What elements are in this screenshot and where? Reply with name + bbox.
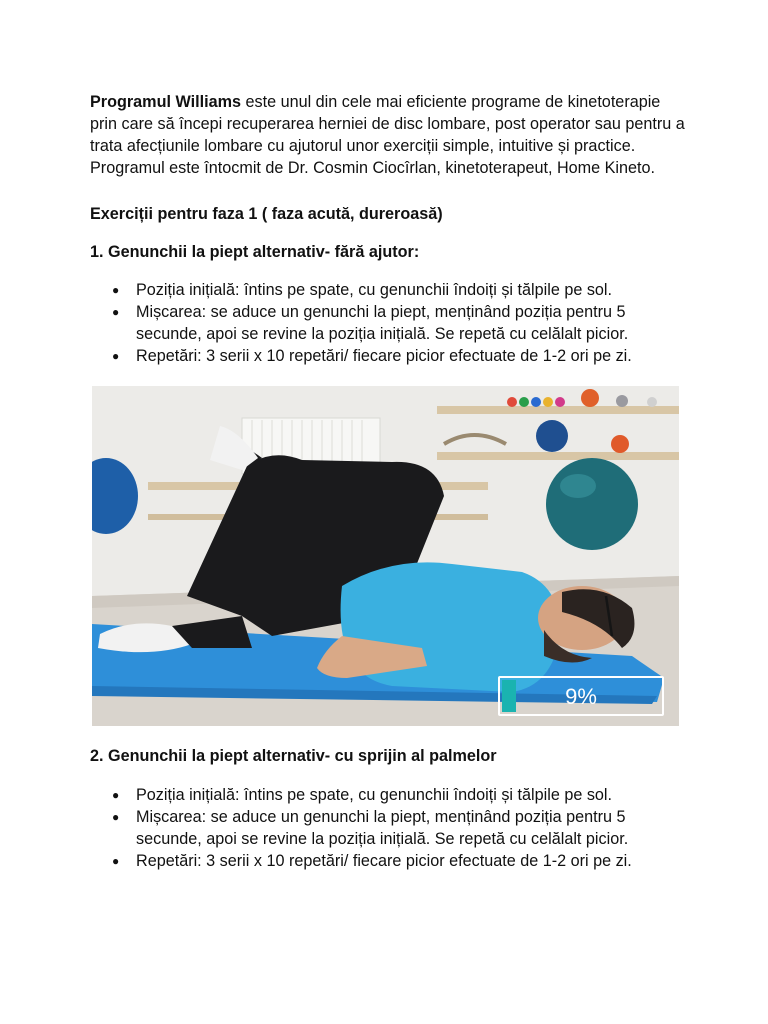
program-name: Programul Williams <box>90 93 241 111</box>
list-item: ● Mișcarea: se aduce un genunchi la piept, menținând poziția pentru 5 secunde, apoi se revine la poziția inițială. Se repetă cu celălalt picior. <box>90 301 680 345</box>
list-item: ● Repetări: 3 serii x 10 repetări/ fiecare picior efectuate de 1-2 ori pe zi. <box>90 850 680 872</box>
intro-paragraph <box>90 91 690 179</box>
list-item: ● Mișcarea: se aduce un genunchi la piept, menținând poziția pentru 5 secunde, apoi se revine la poziția inițială. Se repetă cu celălalt picior. <box>90 806 680 850</box>
list-item: ● Repetări: 3 serii x 10 repetări/ fiecare picior efectuate de 1-2 ori pe zi. <box>90 345 680 367</box>
list-item: ● Poziția inițială: întins pe spate, cu genunchii îndoiți și tălpile pe sol. <box>90 784 680 806</box>
exercise-photo <box>92 386 679 726</box>
exercise-illustration <box>92 386 679 726</box>
progress-label: 9% <box>565 684 597 709</box>
intro-text: este unul din cele mai eficiente programe de kinetoterapie prin care să începi recuperarea herniei de disc lombare, post operator sau pentru a trata afecțiunile lombare cu ajutorul unor exerciții simple, intuitive și practice. Programul este întocmit de Dr. Cosmin Ciocîrlan, kinetoterapeut, Home Kineto. <box>90 93 685 177</box>
exercise-1-list <box>90 279 680 367</box>
exercise-1-heading: 1. Genunchii la piept alternativ- fără ajutor: <box>90 243 420 261</box>
exercise-2-list <box>90 784 680 872</box>
phase-heading: Exerciții pentru faza 1 ( faza acută, dureroasă) <box>90 205 443 223</box>
exercise-2-heading: 2. Genunchii la piept alternativ- cu sprijin al palmelor <box>90 747 497 765</box>
video-progress-indicator <box>498 676 664 716</box>
list-item: ● Poziția inițială: întins pe spate, cu genunchii îndoiți și tălpile pe sol. <box>90 279 680 301</box>
